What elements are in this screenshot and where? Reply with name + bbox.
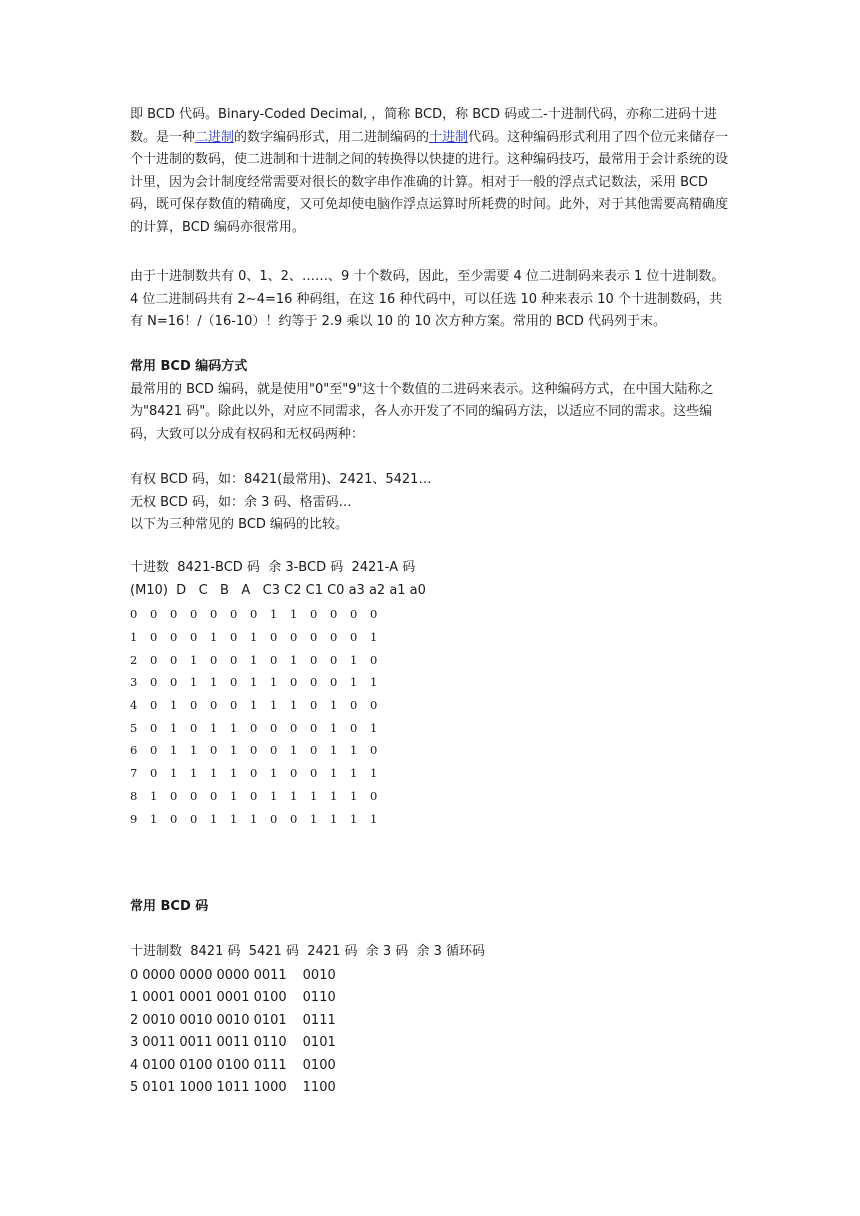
table-cell: 1: [210, 675, 218, 690]
table-cell: 1: [290, 788, 298, 803]
table-cell: 1: [290, 607, 298, 622]
table-cell: 1: [230, 811, 238, 826]
table-cell: 0: [270, 720, 278, 735]
table-cell: 1: [150, 788, 158, 803]
table-cell: 0: [170, 675, 178, 690]
table-cell: 0: [330, 607, 338, 622]
table1-header-1: 十进数 8421-BCD 码 余 3-BCD 码 2421-A 码: [130, 560, 416, 575]
table-cell: 0: [130, 607, 138, 622]
table-cell: 5: [130, 720, 138, 735]
table-cell: 0: [230, 652, 238, 667]
table-cell: 1: [210, 630, 218, 645]
table-cell: 1: [270, 788, 278, 803]
table-cell: 1: [230, 720, 238, 735]
table-cell: 1: [370, 766, 378, 781]
table-cell: 0: [190, 720, 198, 735]
table-cell: 1: [130, 630, 138, 645]
table-cell: 1: [350, 811, 358, 826]
table-cell: 0: [310, 698, 318, 713]
table-cell: 1: [350, 743, 358, 758]
table-cell: 0: [310, 675, 318, 690]
table-cell: 0: [290, 811, 298, 826]
table-cell: 0: [310, 630, 318, 645]
table-cell: 0: [210, 607, 218, 622]
table-cell: 4: [130, 698, 138, 713]
table-cell: 0111: [253, 1057, 287, 1073]
table-cell: 0100: [142, 1057, 176, 1073]
table-cell: 1: [310, 788, 318, 803]
table-cell: 0: [310, 607, 318, 622]
table-cell: 6: [130, 743, 138, 758]
table-cell: 9: [130, 811, 138, 826]
table-cell: 0: [210, 698, 218, 713]
table-cell: 1: [330, 698, 338, 713]
table-cell: 0: [170, 652, 178, 667]
table-cell: 1: [150, 811, 158, 826]
table-cell: 0: [310, 766, 318, 781]
table-cell: 1: [230, 788, 238, 803]
table-cell: 0: [150, 607, 158, 622]
table-row: [130, 1054, 342, 1077]
table-cell: 1: [190, 675, 198, 690]
table1-grid-wrap: [130, 603, 390, 830]
table-cell: 0: [310, 720, 318, 735]
table-cell: 0: [370, 607, 378, 622]
table-cell: 0: [250, 766, 258, 781]
table-cell: 1: [330, 811, 338, 826]
table-cell: 0: [370, 743, 378, 758]
table-cell: 0: [250, 720, 258, 735]
table-cell: 0110: [253, 1035, 287, 1051]
table-row: [130, 964, 342, 987]
table-cell: 0: [230, 698, 238, 713]
table-cell: 0000: [216, 967, 250, 983]
table-cell: 1: [290, 698, 298, 713]
table-cell: 7: [130, 766, 138, 781]
section2-header: 十进制数 8421 码 5421 码 2421 码 余 3 码 余 3 循环码: [130, 944, 486, 960]
table-row: [130, 807, 390, 830]
paragraph-text: 由于十进制数共有 0、1、2、……、9 十个数码，因此，至少需要 4 位二进制码来表示 1 位十进制数。4 位二进制码共有 2∼4=16 种码组，在这 16 种代码中，可以任选 10 种来表示 10 个十进制数码，共有 N=16！/（16-10）！约等于 2.9 乘以 10 的 10 次方种方案。常用的 BCD 代码列于末。: [130, 269, 725, 330]
table-cell: 0: [170, 607, 178, 622]
table-cell: 0100: [253, 990, 287, 1006]
link-binary[interactable]: 二进制: [195, 129, 235, 145]
table-cell: 1: [210, 720, 218, 735]
table-cell: 1: [170, 743, 178, 758]
table1-headers: [130, 557, 730, 602]
table-cell: 1: [250, 652, 258, 667]
table-cell: 0: [230, 675, 238, 690]
table-cell: 0110: [302, 990, 336, 1006]
table-cell: 0011: [179, 1035, 213, 1051]
intro-text-4: 代码。这种编码形式利用了四个位元来储存一个十进制的数码，使二进制和十进制之间的转换得以快捷的进行。这种编码技巧，最常用于会计系统的设计里，因为会计制度经常需要对很长的数字串作准确的计算。相对于一般的浮点式记数法，采用 BCD 码，既可保存数值的精确度，又可免却使电脑作浮点运算时所耗费的时间。此外，对于其他需要高精确度的计算，BCD 编码亦很常用。: [130, 129, 729, 235]
weighted-codes-line: 有权 BCD 码，如：8421(最常用)、2421、5421…: [130, 471, 432, 487]
table-cell: 0: [270, 811, 278, 826]
table-cell: 0: [230, 607, 238, 622]
table-cell: 0101: [142, 1080, 176, 1096]
table-cell: 0: [190, 698, 198, 713]
table-cell: 3: [130, 1035, 139, 1051]
table-cell: 1: [350, 766, 358, 781]
table-cell: 0: [250, 788, 258, 803]
table-cell: 0: [310, 652, 318, 667]
decimal-count-paragraph: [130, 266, 730, 334]
table-cell: 0010: [179, 1012, 213, 1028]
table-cell: 0101: [302, 1035, 336, 1051]
table-cell: 1: [230, 766, 238, 781]
table-cell: 0: [370, 652, 378, 667]
table-cell: 0001: [179, 990, 213, 1006]
table-cell: 0: [150, 652, 158, 667]
table-cell: 1: [370, 720, 378, 735]
table-row: [130, 626, 390, 649]
table-cell: 1: [350, 788, 358, 803]
table-cell: 0: [150, 630, 158, 645]
table-cell: 0: [290, 720, 298, 735]
intro-paragraph: [130, 104, 730, 240]
table-cell: 1: [350, 652, 358, 667]
table-cell: 0: [150, 766, 158, 781]
table-cell: 0: [210, 788, 218, 803]
table-row: [130, 603, 390, 626]
table-cell: 1: [190, 652, 198, 667]
table-cell: 1: [270, 766, 278, 781]
table-cell: 0: [150, 675, 158, 690]
table-cell: 0111: [302, 1012, 336, 1028]
table-cell: 0: [190, 811, 198, 826]
table-cell: 1: [270, 698, 278, 713]
table-cell: 1: [210, 811, 218, 826]
section-common-encoding: [130, 356, 730, 537]
table-row: [130, 694, 390, 717]
table-cell: 1: [210, 766, 218, 781]
table-cell: 2: [130, 1012, 139, 1028]
table-cell: 0: [370, 698, 378, 713]
table-cell: 1: [330, 766, 338, 781]
table-cell: 0: [310, 743, 318, 758]
table-cell: 1: [230, 743, 238, 758]
table-cell: 0: [210, 652, 218, 667]
table-cell: 0: [230, 630, 238, 645]
table-cell: 1: [270, 607, 278, 622]
table-cell: 1: [190, 766, 198, 781]
unweighted-codes-line: 无权 BCD 码，如：余 3 码、格雷码…: [130, 494, 352, 510]
table-cell: 0: [270, 652, 278, 667]
table-cell: 1: [330, 788, 338, 803]
bcd-comparison-table: [130, 603, 390, 830]
intro-text-2: 是一种: [156, 129, 196, 145]
table-cell: 0000: [142, 967, 176, 983]
table-cell: 3: [130, 675, 138, 690]
table-cell: 0011: [142, 1035, 176, 1051]
table-cell: 1: [170, 698, 178, 713]
table-cell: 0: [350, 630, 358, 645]
table-row: [130, 1032, 342, 1055]
table-cell: 0: [150, 698, 158, 713]
table-cell: 1: [370, 630, 378, 645]
table-cell: 0: [350, 607, 358, 622]
table-cell: 1000: [179, 1080, 213, 1096]
table1-header-2: (M10) D C B A C3 C2 C1 C0 a3 a2 a1 a0: [130, 582, 426, 598]
table-cell: 1011: [216, 1080, 250, 1096]
table-cell: 1: [250, 811, 258, 826]
table-cell: 0: [250, 607, 258, 622]
table-cell: 0001: [142, 990, 176, 1006]
table-cell: 5: [130, 1080, 139, 1096]
table-cell: 0: [170, 630, 178, 645]
table-cell: 1: [170, 766, 178, 781]
table-cell: 1: [330, 720, 338, 735]
table-row: [130, 762, 390, 785]
table-cell: 1: [290, 743, 298, 758]
table-cell: 1: [250, 630, 258, 645]
intro-text-1: 即 BCD 代码。Binary-Coded Decimal‚ ，简称 BCD，称 BCD 码或二-十进制代码，亦称二进码十进数。: [130, 107, 717, 145]
table-cell: 1: [330, 743, 338, 758]
table-cell: 0: [290, 675, 298, 690]
table-cell: 1: [290, 652, 298, 667]
section2-heading: 常用 BCD 码: [130, 899, 209, 914]
table-row: [130, 1009, 342, 1032]
section-heading: 常用 BCD 编码方式: [130, 359, 248, 374]
table-cell: 0: [290, 766, 298, 781]
table-row: [130, 671, 390, 694]
table-cell: 0011: [253, 967, 287, 983]
table-cell: 1000: [253, 1080, 287, 1096]
table-row: [130, 739, 390, 762]
section-text: 最常用的 BCD 编码，就是使用"0"至"9"这十个数值的二进码来表示。这种编码方式，在中国大陆称之为"8421 码"。除此以外，对应不同需求，各人亦开发了不同的编码方法，以适应不同的需求。这些编码，大致可以分成有权码和无权码两种：: [130, 381, 714, 442]
table-cell: 1: [350, 675, 358, 690]
table-cell: 0101: [253, 1012, 287, 1028]
table2-wrap: [130, 964, 342, 1099]
table-cell: 0: [330, 652, 338, 667]
intro-text-3: 的数字编码形式，用二进制编码的: [234, 129, 430, 145]
table-cell: 0010: [302, 967, 336, 983]
table-cell: 1: [130, 990, 139, 1006]
table-cell: 0010: [142, 1012, 176, 1028]
comparison-intro: 以下为三种常见的 BCD 编码的比较。: [130, 517, 349, 533]
table-cell: 1: [370, 675, 378, 690]
table-cell: 0: [210, 743, 218, 758]
table-cell: 0: [330, 630, 338, 645]
table-row: [130, 1077, 342, 1100]
table-cell: 0: [330, 675, 338, 690]
table-cell: 1: [310, 811, 318, 826]
table-row: [130, 785, 390, 808]
table-cell: 1: [270, 675, 278, 690]
table-cell: 8: [130, 788, 138, 803]
table-cell: 1: [170, 720, 178, 735]
table-cell: 1100: [302, 1080, 336, 1096]
table-cell: 0000: [179, 967, 213, 983]
table-cell: 0: [250, 743, 258, 758]
table-cell: 0: [370, 788, 378, 803]
table-cell: 0: [290, 630, 298, 645]
link-decimal[interactable]: 十进制: [429, 129, 469, 145]
table-cell: 2: [130, 652, 138, 667]
table-cell: 0: [350, 698, 358, 713]
table-cell: 0: [150, 720, 158, 735]
table-cell: 0100: [302, 1057, 336, 1073]
table-cell: 0100: [216, 1057, 250, 1073]
table-cell: 0100: [179, 1057, 213, 1073]
table-cell: 4: [130, 1057, 139, 1073]
table-cell: 1: [250, 698, 258, 713]
table-cell: 0: [190, 630, 198, 645]
table-cell: 1: [190, 743, 198, 758]
table-row: [130, 987, 342, 1010]
table-cell: 0: [130, 967, 139, 983]
table-cell: 0: [150, 743, 158, 758]
table-row: [130, 716, 390, 739]
table-cell: 0: [270, 630, 278, 645]
common-bcd-table: [130, 964, 342, 1099]
table-cell: 0: [170, 788, 178, 803]
table-row: [130, 648, 390, 671]
table-cell: 0: [190, 788, 198, 803]
table-cell: 0011: [216, 1035, 250, 1051]
table-cell: 0: [350, 720, 358, 735]
table-cell: 0010: [216, 1012, 250, 1028]
section-common-bcd: [130, 896, 730, 964]
table-cell: 0001: [216, 990, 250, 1006]
table-cell: 0: [190, 607, 198, 622]
table-cell: 0: [270, 743, 278, 758]
table-cell: 0: [170, 811, 178, 826]
table-cell: 1: [250, 675, 258, 690]
table-cell: 1: [370, 811, 378, 826]
